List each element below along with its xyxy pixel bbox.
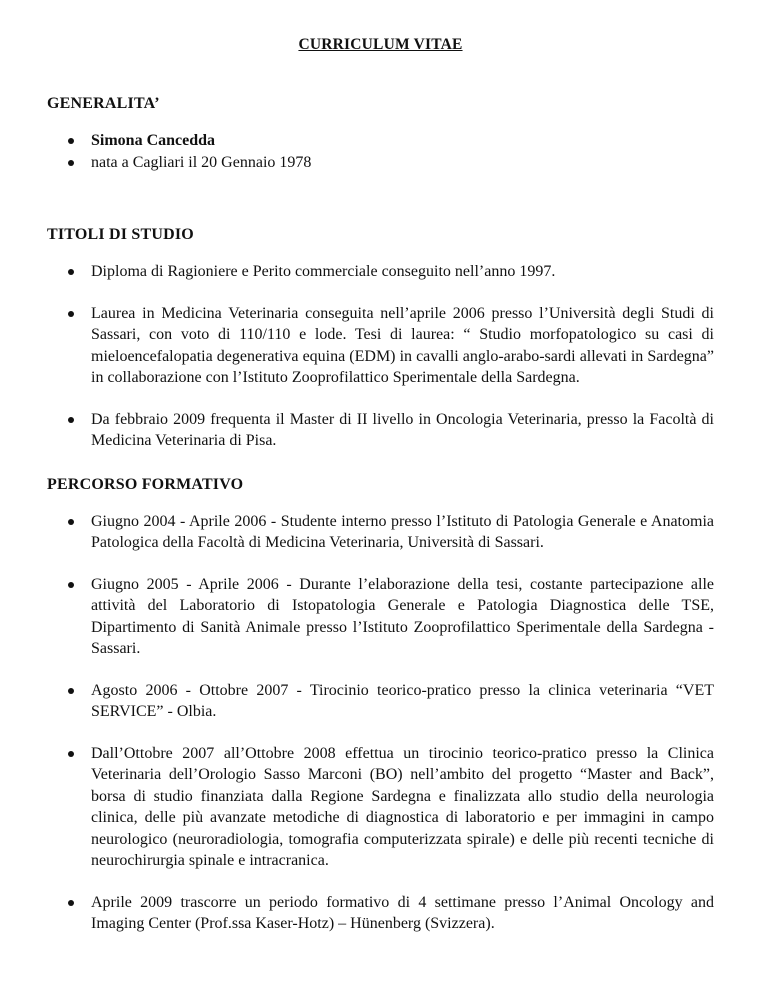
titoli-di-studio-list [47, 261, 714, 452]
section-heading-generalita: GENERALITA’ [47, 95, 160, 112]
list-item: Giugno 2004 - Aprile 2006 - Studente interno presso l’Istituto di Patologia Generale e Anatomia Patologica della Facoltà di Medicina Veterinaria, Università di Sassari. [47, 511, 714, 554]
section-heading-percorso-formativo: PERCORSO FORMATIVO [47, 475, 244, 493]
list-item-birth: nata a Cagliari il 20 Gennaio 1978 [47, 152, 714, 174]
list-item: Diploma di Ragioniere e Perito commerciale conseguito nell’anno 1997. [47, 261, 714, 283]
list-item: Aprile 2009 trascorre un periodo formativo di 4 settimane presso l’Animal Oncology and Imaging Center (Prof.ssa Kaser-Hotz) – Hünenberg (Svizzera). [47, 892, 714, 935]
list-item: Agosto 2006 - Ottobre 2007 - Tirocinio teorico-pratico presso la clinica veterinaria “VET SERVICE” - Olbia. [47, 680, 714, 723]
list-item: Da febbraio 2009 frequenta il Master di II livello in Oncologia Veterinaria, presso la Facoltà di Medicina Veterinaria di Pisa. [47, 409, 714, 452]
list-item: Laurea in Medicina Veterinaria conseguita nell’aprile 2006 presso l’Università degli Studi di Sassari, con voto di 110/110 e lode. Tesi di laurea: “ Studio morfopatologico su casi di mieloencefalopatia degenerativa equina (EDM) in cavalli anglo-arabo-sardi allevati in Sardegna” in collaborazione con l’Istituto Zooprofilattico Sperimentale della Sardegna. [47, 303, 714, 389]
list-item: Dall’Ottobre 2007 all’Ottobre 2008 effettua un tirocinio teorico-pratico presso la Clinica Veterinaria dell’Orologio Sasso Marconi (BO) nell’ambito del progetto “Master and Back”, borsa di studio finanziata dalla Regione Sardegna e finalizzata allo studio della neurologia clinica, delle più avanzate metodiche di diagnostica di laboratorio e per immagini in campo neurologico (neuroradiologia, tomografia computerizzata spirale) e delle più recenti tecniche di neurochirurgia spinale e intracranica. [47, 743, 714, 872]
generalita-list [47, 130, 714, 173]
section-heading-titoli-di-studio: TITOLI DI STUDIO [47, 226, 194, 243]
list-item-name: Simona Cancedda [47, 130, 714, 152]
percorso-formativo-list [47, 511, 714, 935]
list-item: Giugno 2005 - Aprile 2006 - Durante l’elaborazione della tesi, costante partecipazione alle attività del Laboratorio di Istopatologia Generale e Patologia Diagnostica delle TSE, Dipartimento di Sanità Animale presso l’Istituto Zooprofilattico Sperimentale della Sardegna - Sassari. [47, 574, 714, 660]
document-title: CURRICULUM VITAE [298, 36, 463, 53]
